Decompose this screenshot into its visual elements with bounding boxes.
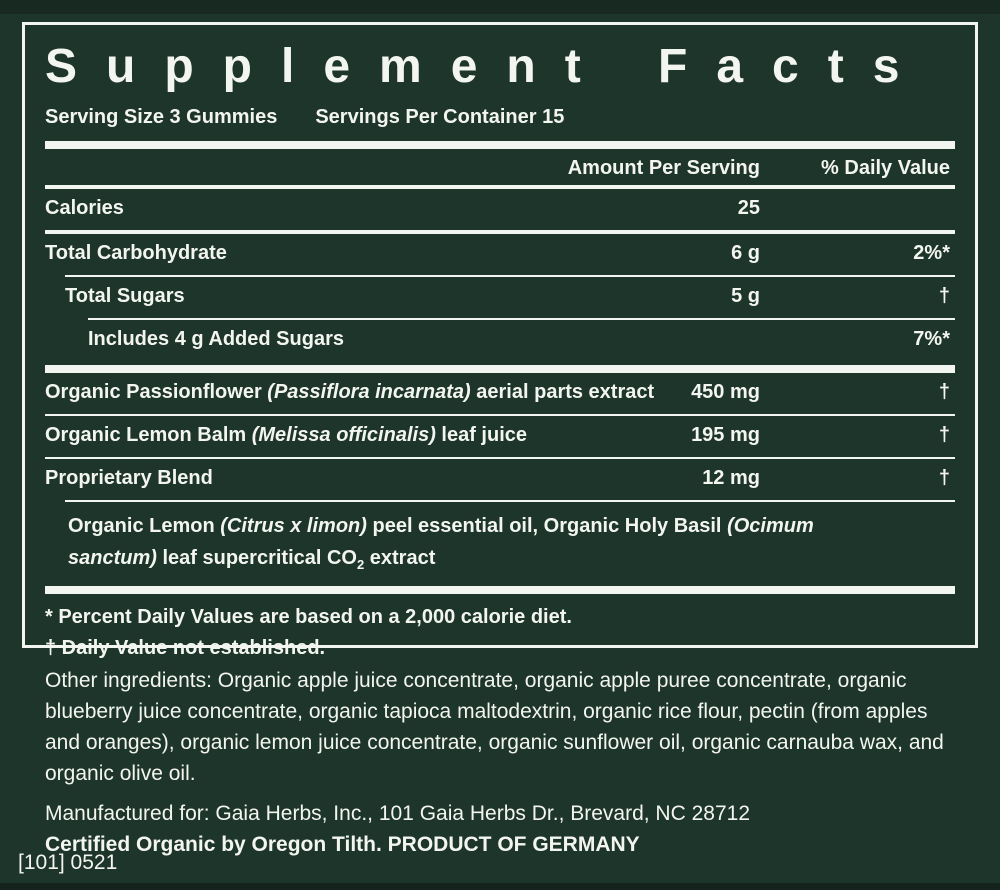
blend-text: leaf supercritical CO: [156, 546, 357, 569]
table-header: [45, 149, 955, 185]
latin-name: (Passiflora incarnata): [267, 380, 471, 403]
row-proprietary-blend: [45, 459, 955, 500]
servings-per-container: Servings Per Container 15: [315, 105, 565, 128]
nutrient-dv: 7%*: [913, 327, 950, 350]
row-added-sugars: [45, 320, 955, 361]
other-ingredients: Other ingredients: Organic apple juice concentrate, organic apple puree concentrate, organic blueberry juice concentrate, organic tapioca maltodextrin, organic rice flour, pectin (from apples and oranges), organic lemon juice concentrate, organic sunflower oil, organic carnauba wax, and organic olive oil.: [45, 669, 944, 785]
nutrient-amount: 25: [737, 196, 760, 219]
nutrient-amount: 5 g: [731, 284, 760, 307]
package-bottom-edge: [0, 883, 1000, 890]
proprietary-blend-description: [45, 502, 955, 586]
manufacturer-info: Manufactured for: Gaia Herbs, Inc., 101 Gaia Herbs Dr., Brevard, NC 28712: [45, 802, 750, 826]
nutrient-dv: †: [938, 284, 950, 307]
ingredient-name: Organic Lemon Balm: [45, 423, 252, 446]
ingredient-amount: 12 mg: [702, 466, 760, 489]
blend-text: Organic Lemon: [68, 514, 221, 537]
latin-name: (Melissa officinalis): [251, 423, 436, 446]
thick-rule: [45, 141, 955, 149]
nutrient-amount: 6 g: [731, 241, 760, 264]
lot-code: [101] 0521: [18, 851, 118, 874]
row-total-carbohydrate: [45, 234, 955, 275]
thick-rule: [45, 586, 955, 594]
column-header-amount: Amount Per Serving: [567, 156, 760, 179]
nutrient-name: Total Sugars: [65, 284, 185, 307]
footnote-daily-values: * Percent Daily Values are based on a 2,000 calorie diet.: [45, 605, 572, 628]
row-calories: [45, 189, 955, 230]
serving-info: [45, 106, 955, 129]
supplement-facts-panel: [22, 22, 978, 659]
ingredient-dv: †: [938, 466, 950, 489]
ingredient-amount: 450 mg: [691, 380, 760, 403]
ingredient-name: Organic Passionflower: [45, 380, 268, 403]
footnote-dagger: † Daily Value not established.: [45, 636, 326, 659]
row-lemon-balm: [45, 416, 955, 457]
thick-rule: [45, 365, 955, 373]
co2-subscript: 2: [356, 556, 365, 572]
latin-name: (Ocimum sanctum): [68, 514, 814, 569]
ingredient-name: Proprietary Blend: [45, 466, 213, 489]
package-top-edge: [0, 0, 1000, 14]
row-passionflower: [45, 373, 955, 414]
ingredient-name-suffix: leaf juice: [435, 423, 528, 446]
panel-title: Supplement Facts: [45, 40, 929, 93]
nutrient-name: Calories: [45, 196, 124, 219]
nutrient-dv: 2%*: [913, 241, 950, 264]
footnotes: [45, 602, 955, 664]
blend-text: extract: [364, 546, 436, 569]
ingredient-dv: †: [938, 423, 950, 446]
nutrient-name: Total Carbohydrate: [45, 241, 227, 264]
ingredient-dv: †: [938, 380, 950, 403]
blend-text: peel essential oil, Organic Holy Basil: [366, 514, 728, 537]
certification-info: Certified Organic by Oregon Tilth. PRODUCT OF GERMANY: [45, 833, 640, 857]
nutrient-name: Includes 4 g Added Sugars: [88, 327, 344, 350]
ingredient-amount: 195 mg: [691, 423, 760, 446]
row-total-sugars: [45, 277, 955, 318]
latin-name: (Citrus x limon): [220, 514, 367, 537]
column-header-daily-value: % Daily Value: [821, 156, 950, 179]
label-bottom-section: [45, 666, 957, 857]
ingredient-name-suffix: aerial parts extract: [470, 380, 655, 403]
serving-size: Serving Size 3 Gummies: [45, 105, 278, 128]
